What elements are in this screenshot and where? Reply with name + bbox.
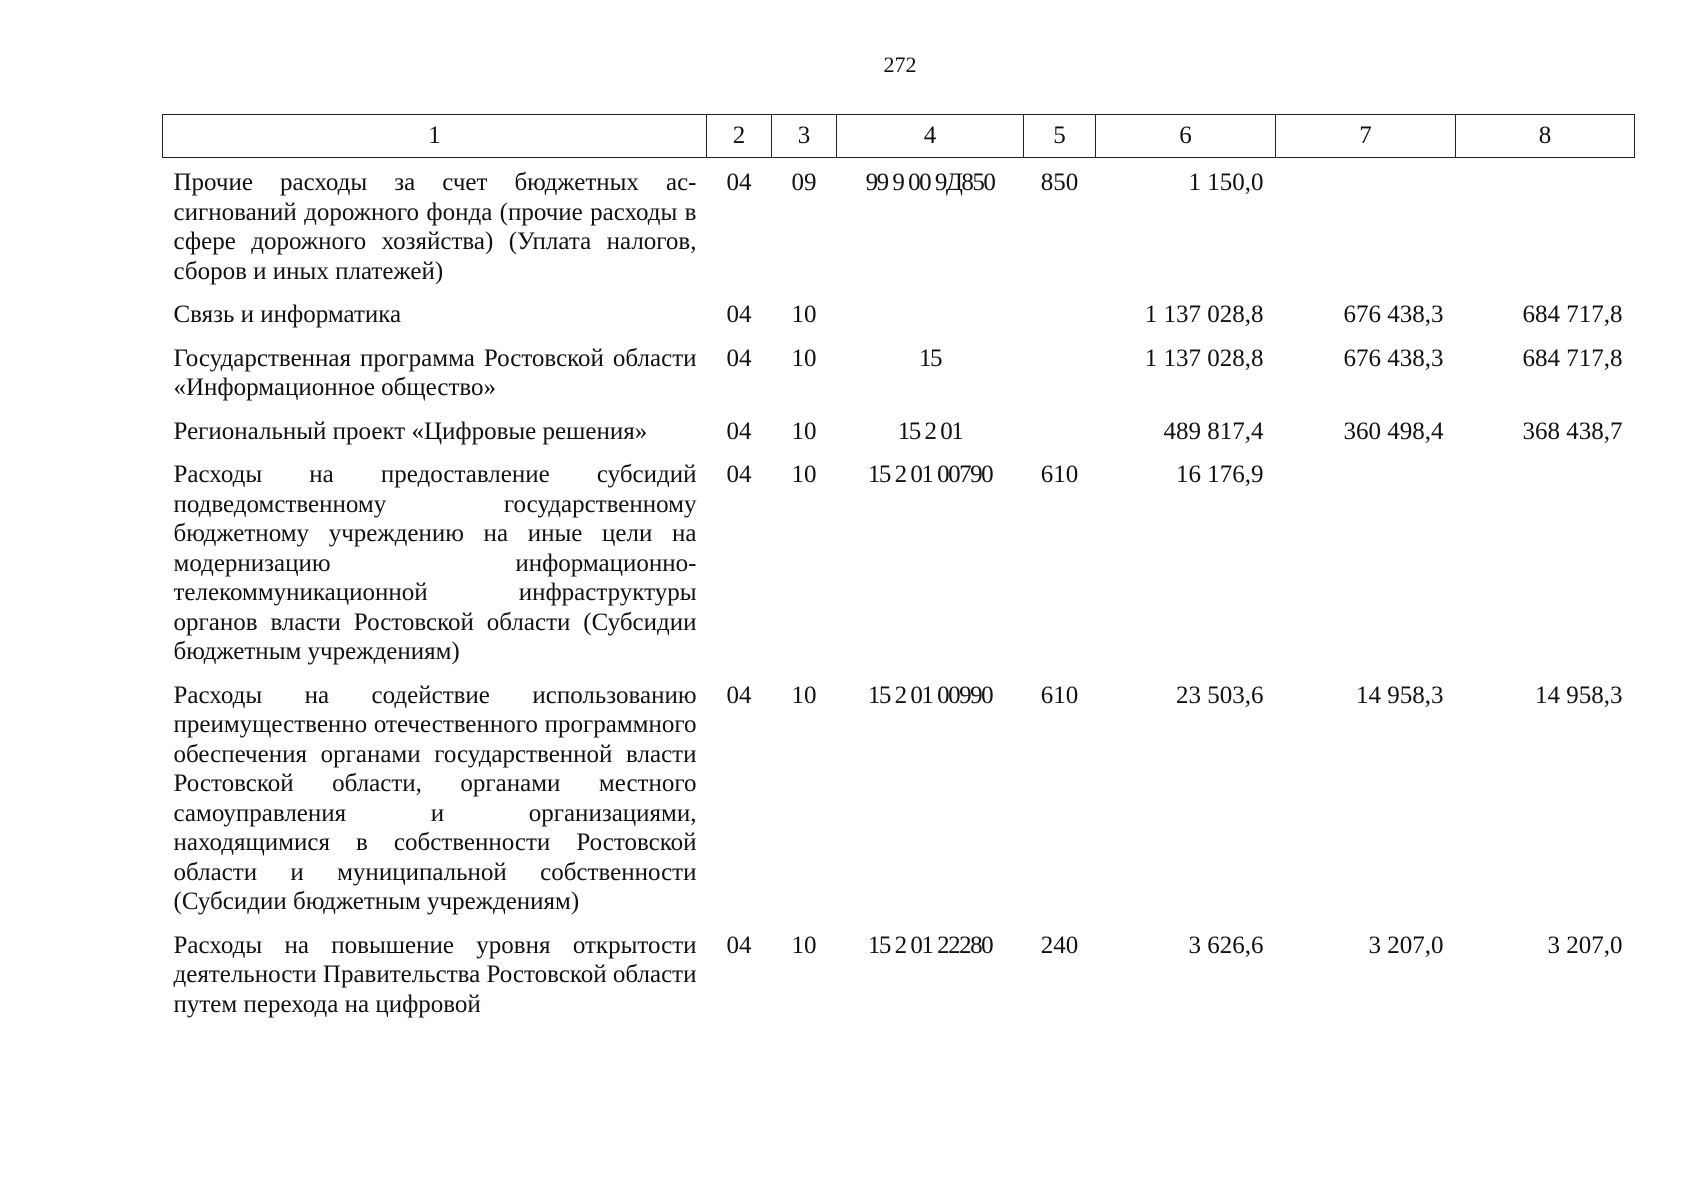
header-col-8: 8 [1456,115,1635,158]
row-amount-col-8: 3 207,0 [1547,931,1623,959]
row-expense-type [1024,334,1096,407]
row-amount-col-7: 3 207,0 [1368,931,1444,959]
header-col-4: 4 [837,115,1024,158]
row-section-code: 04 [726,681,752,709]
row-section-code: 04 [726,301,752,328]
table-header [163,115,1635,158]
table-row [163,334,1635,407]
table-row [163,921,1635,1024]
row-name: Связь и информатика [173,301,402,328]
row-subsection-code: 10 [791,931,817,959]
row-name: Прочие расходы за счет бюджетных ассигнований дорожного фонда (прочие расходы в сфере дорожного хозяйства) (Уплата налогов, сборов и иных платежей) [173,169,697,285]
row-amount-col-8: 684 717,8 [1522,344,1623,372]
row-amount-col-8 [1456,450,1635,671]
row-expense-type [1024,407,1096,451]
row-section-code: 04 [726,417,752,445]
row-amount-col-7: 676 438,3 [1343,301,1444,328]
header-col-5: 5 [1024,115,1096,158]
row-target-article: 15 2 01 22280 [867,931,993,959]
row-section-code: 04 [726,461,752,488]
row-name: Региональный проект «Цифровые решения» [173,417,648,445]
budget-table [162,114,1635,1023]
row-target-article: 99 9 00 9Д850 [865,169,995,196]
row-subsection-code: 09 [791,169,817,196]
row-amount-col-6: 16 176,9 [1176,461,1264,488]
table-row [163,671,1635,921]
row-amount-col-7: 676 438,3 [1343,344,1444,372]
row-target-article: 15 2 01 [897,417,963,445]
row-amount-col-6: 489 817,4 [1163,417,1264,445]
row-section-code: 04 [726,344,752,372]
row-expense-type: 850 [1040,169,1079,196]
row-subsection-code: 10 [791,417,817,445]
row-amount-col-6: 1 137 028,8 [1144,301,1264,328]
row-expense-type: 610 [1040,461,1079,488]
row-name: Расходы на предоставление субсидий подведомственному государственному бюджетному учреждению на иные цели на модернизацию информационно-телекоммуникационной инфраструктуры органов власти Ростовской области (Субсидии бюджетным учреждениям) [173,461,697,665]
row-subsection-code: 10 [791,344,817,372]
row-section-code: 04 [726,169,752,196]
table-row [163,407,1635,451]
table-body [163,158,1635,1024]
row-amount-col-6: 3 626,6 [1188,931,1264,959]
page-number: 272 [883,52,917,77]
row-amount-col-6: 23 503,6 [1176,681,1264,709]
row-expense-type: 610 [1040,681,1079,709]
row-target-article: 15 2 01 00790 [867,461,993,488]
row-name: Расходы на повышение уровня открытости деятельности Правительства Ростовской области путем перехода на цифровой [173,931,697,1018]
row-target-article [837,290,1024,334]
table-row [163,290,1635,334]
row-expense-type: 240 [1040,931,1079,959]
row-amount-col-7 [1276,450,1456,671]
row-amount-col-8: 684 717,8 [1522,301,1623,328]
row-subsection-code: 10 [791,681,817,709]
row-name: Расходы на содействие использованию преимущественно отечественного программного обеспечения органами государственной власти Ростовской области, органами местного самоуправления и организациями, находящимися в собственности Ростовской области и муниципальной собственности (Субсидии бюджетным учреждениям) [173,681,697,915]
row-expense-type [1024,290,1096,334]
header-col-1: 1 [163,115,707,158]
table-row [163,450,1635,671]
row-amount-col-8 [1456,158,1635,291]
row-amount-col-6: 1 150,0 [1188,169,1264,196]
header-col-3: 3 [772,115,837,158]
row-name: Государственная программа Ростовской области «Информационное общество» [173,344,697,401]
row-amount-col-7: 14 958,3 [1356,681,1444,709]
header-col-7: 7 [1276,115,1456,158]
row-amount-col-7: 360 498,4 [1343,417,1444,445]
row-section-code: 04 [726,931,752,959]
row-amount-col-7 [1276,158,1456,291]
row-amount-col-8: 14 958,3 [1535,681,1623,709]
header-col-6: 6 [1096,115,1276,158]
header-col-2: 2 [707,115,772,158]
row-target-article: 15 2 01 00990 [867,681,993,709]
row-amount-col-8: 368 438,7 [1522,417,1623,445]
row-subsection-code: 10 [791,301,817,328]
header-row [163,115,1635,158]
row-amount-col-6: 1 137 028,8 [1144,344,1264,372]
row-subsection-code: 10 [791,461,817,488]
table-row [163,158,1635,291]
row-target-article: 15 [919,344,941,372]
